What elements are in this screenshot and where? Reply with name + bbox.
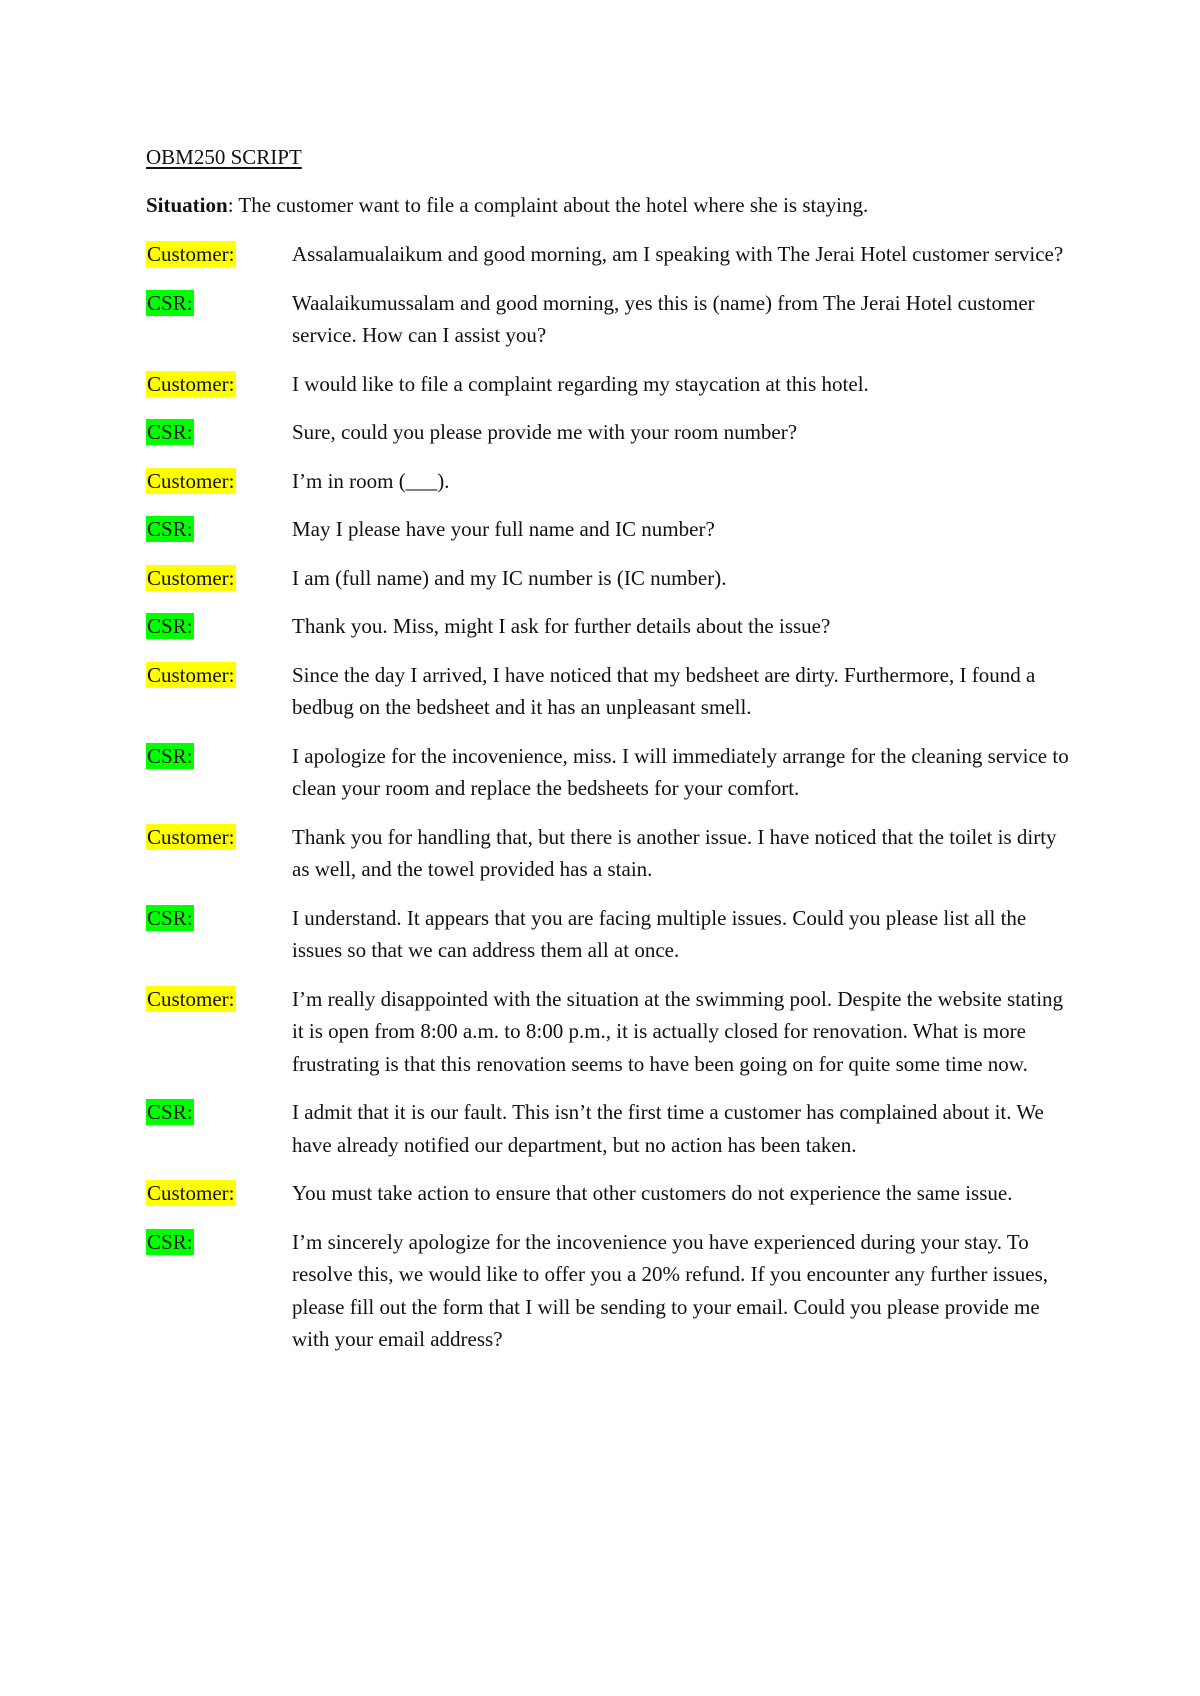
speaker-label: CSR:: [147, 290, 193, 315]
dialogue-line: [146, 238, 1076, 271]
dialogue-line: [146, 287, 1076, 352]
utterance-text: Waalaikumussalam and good morning, yes this is (name) from The Jerai Hotel customer service. How can I assist you?: [292, 290, 1035, 347]
utterance-text: Since the day I arrived, I have noticed that my bedsheet are dirty. Furthermore, I found a bedbug on the bedsheet and it has an unpleasant smell.: [292, 662, 1036, 719]
utterance-text: Thank you for handling that, but there is another issue. I have noticed that the toilet is dirty as well, and the towel provided has a stain.: [292, 824, 1057, 881]
dialogue-line: [146, 513, 1076, 546]
dialogue-line: [146, 1226, 1076, 1356]
utterance-text: Sure, could you please provide me with your room number?: [292, 420, 798, 444]
speaker-label: Customer:: [147, 242, 235, 266]
situation-text: : The customer want to file a complaint about the hotel where she is staying.: [227, 193, 869, 217]
dialogue-line: [146, 740, 1076, 805]
document-title: OBM250 SCRIPT: [146, 145, 302, 169]
dialogue-line: [146, 610, 1076, 643]
utterance-text: Assalamualaikum and good morning, am I speaking with The Jerai Hotel customer service?: [292, 242, 1064, 266]
dialogue-line: [146, 368, 1076, 401]
dialogue-line: [146, 821, 1076, 886]
situation-paragraph: [146, 190, 1076, 220]
utterance-text: May I please have your full name and IC number?: [292, 517, 715, 541]
speaker-label: Customer:: [147, 371, 235, 396]
utterance-text: I understand. It appears that you are facing multiple issues. Could you please list all the issues so that we can address them all at once.: [292, 905, 1027, 962]
speaker-label: Customer:: [147, 824, 235, 849]
speaker-label: Customer:: [147, 565, 235, 590]
dialogue-line: [146, 562, 1076, 595]
utterance-text: I’m really disappointed with the situation at the swimming pool. Despite the website stating it is open from 8:00 a.m. to 8:00 p.m., it is actually closed for renovation. What is more frustrating is that this renovation seems to have been going on for quite some time now.: [292, 986, 1064, 1076]
utterance-text: I would like to file a complaint regarding my staycation at this hotel.: [292, 371, 869, 396]
utterance-text: Thank you. Miss, might I ask for further details about the issue?: [292, 614, 831, 638]
speaker-label: CSR:: [147, 1229, 193, 1254]
dialogue-line: [146, 983, 1076, 1081]
speaker-label: CSR:: [147, 1100, 193, 1124]
speaker-label: CSR:: [147, 743, 193, 768]
document-page: [146, 142, 1076, 1372]
dialogue-line: [146, 1096, 1076, 1161]
utterance-text: I’m sincerely apologize for the incovenience you have experienced during your stay. To resolve this, we would like to offer you a 20% refund. If you encounter any further issues, please fill out the form that I will be sending to your email. Could you please provide me with your email address?: [292, 1229, 1048, 1351]
speaker-label: Customer:: [147, 468, 235, 493]
dialogue-line: [146, 659, 1076, 724]
speaker-label: Customer:: [147, 662, 235, 687]
dialogue-line: [146, 416, 1076, 449]
speaker-label: Customer:: [147, 986, 235, 1011]
utterance-text: I’m in room (___).: [292, 468, 450, 493]
dialogue-line: [146, 465, 1076, 498]
utterance-text: I am (full name) and my IC number is (IC number).: [292, 565, 727, 590]
dialogue: [146, 238, 1076, 1356]
utterance-text: I apologize for the incovenience, miss. I will immediately arrange for the cleaning service to clean your room and replace the bedsheets for your comfort.: [292, 743, 1069, 800]
speaker-label: Customer:: [147, 1181, 235, 1205]
speaker-label: CSR:: [147, 614, 193, 638]
dialogue-line: [146, 1177, 1076, 1210]
speaker-label: CSR:: [147, 517, 193, 541]
utterance-text: I admit that it is our fault. This isn’t the first time a customer has complained about it. We have already notified our department, but no action has been taken.: [292, 1100, 1044, 1157]
speaker-label: CSR:: [147, 420, 193, 444]
dialogue-line: [146, 902, 1076, 967]
situation-label: Situation: [146, 193, 228, 217]
speaker-label: CSR:: [147, 905, 193, 930]
utterance-text: You must take action to ensure that other customers do not experience the same issue.: [292, 1181, 1013, 1205]
